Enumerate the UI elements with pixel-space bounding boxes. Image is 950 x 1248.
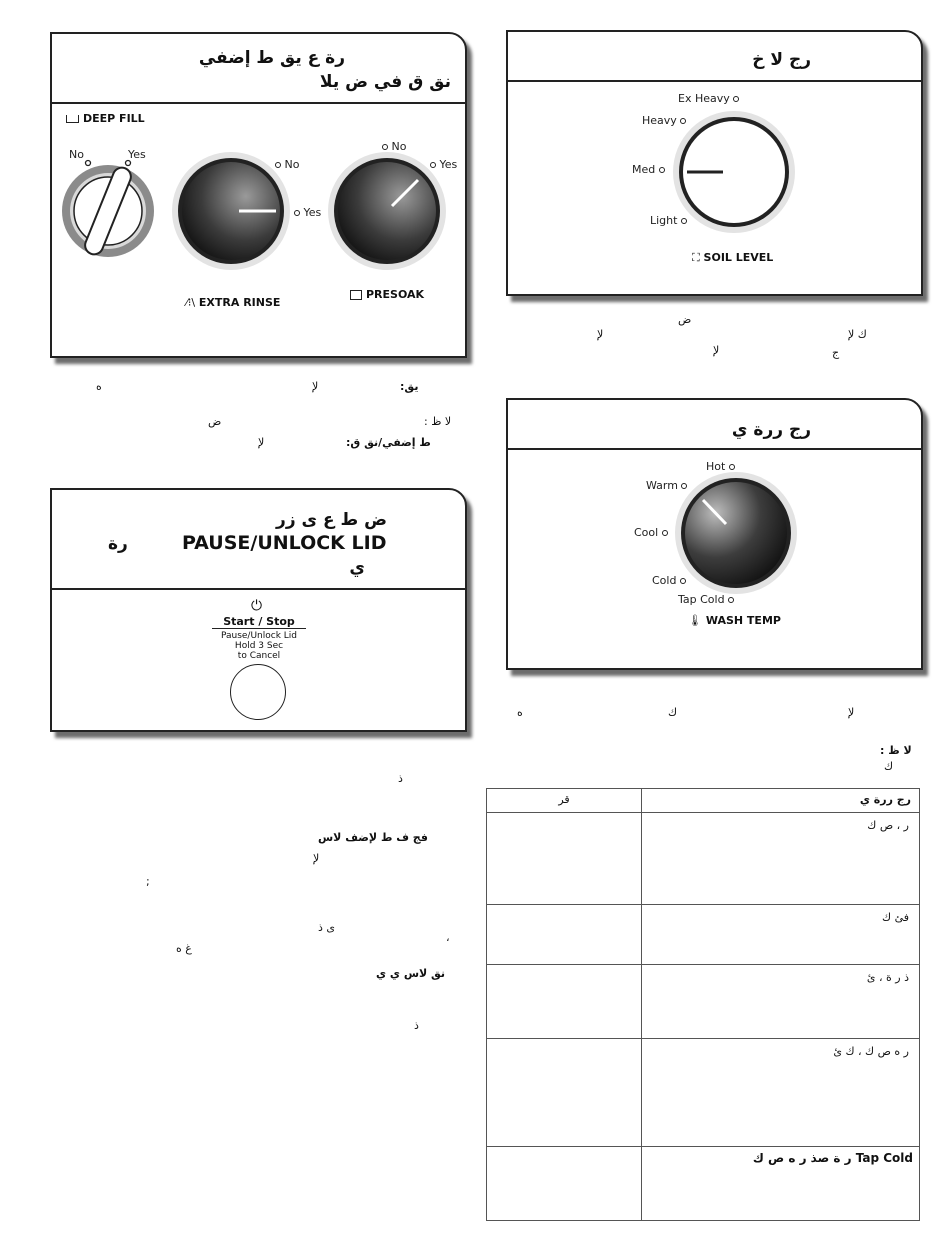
- left-note-label-b: ض: [208, 415, 222, 428]
- bl-c: ;: [146, 875, 150, 888]
- shirt-icon: ⛶: [692, 251, 700, 264]
- table-cell: ر ، ص ك: [642, 813, 920, 905]
- bl-heading1: فج ف ط لإضف لاس: [318, 831, 428, 844]
- table-cell: ذ ر ة ، ئ: [642, 965, 920, 1039]
- table-row: [487, 1147, 920, 1221]
- bl-f: غ ه: [176, 942, 192, 955]
- options-title-line1: رة ع يق ط إضفي: [198, 48, 345, 68]
- tub-icon: [66, 115, 79, 123]
- table-cell: Tap Cold ر ة صذ ر ه ص ك: [642, 1147, 920, 1221]
- deep-fill-yes: Yes: [128, 148, 146, 161]
- wash-temp-panel: [506, 398, 923, 670]
- presoak-yes: Yes: [430, 158, 457, 171]
- soil-level-label: ⛶ SOIL LEVEL: [692, 251, 774, 264]
- pause-title-prefix: رة: [108, 534, 128, 554]
- soil-note-3: لإ: [597, 328, 604, 341]
- options-panel-header: [52, 34, 465, 104]
- bl-d: ى ذ: [318, 921, 336, 934]
- table-cell: فئ ك: [642, 905, 920, 965]
- left-note-line3: ط إضفي/نق ق:: [346, 436, 431, 449]
- pause-title-line2: PAUSE/UNLOCK LID: [182, 532, 387, 554]
- bl-g: ذ: [414, 1019, 419, 1032]
- deep-fill-knob[interactable]: [62, 159, 162, 259]
- table-row: [487, 905, 920, 965]
- soil-note-4: لإ: [713, 344, 720, 357]
- presoak-no: No: [382, 140, 406, 153]
- soil-option-heavy: Heavy: [642, 114, 686, 127]
- table-cell: ر ه ص ك ، ك ئ: [642, 1039, 920, 1147]
- extra-rinse-knob[interactable]: [172, 152, 292, 272]
- wash-temp-header: [508, 400, 921, 450]
- options-title-line2: نق ق في ض يلا: [319, 72, 451, 92]
- wash-temp-label: 🌡 WASH TEMP: [688, 614, 781, 627]
- left-note-heading: يق:: [400, 380, 419, 393]
- soil-level-panel: [506, 30, 923, 296]
- power-icon: ⏻: [251, 598, 263, 614]
- table-cell: [487, 905, 642, 965]
- wash-temp-table: [486, 788, 920, 1221]
- deep-fill-no: No: [69, 148, 84, 161]
- table-header-cell: رج ررة ي: [642, 789, 920, 813]
- soil-panel-header: [508, 32, 921, 82]
- start-stop-button[interactable]: [230, 664, 286, 720]
- left-note-b: لإ: [312, 380, 319, 393]
- soil-option-med: Med: [632, 163, 665, 176]
- start-stop-sub3: to Cancel: [237, 651, 281, 661]
- left-note-label: لا ظ :: [424, 415, 452, 428]
- presoak-knob[interactable]: [328, 152, 448, 272]
- start-stop-sub2: Hold 3 Sec: [234, 641, 284, 651]
- presoak-label: PRESOAK: [350, 288, 424, 301]
- deep-fill-label: DEEP FILL: [66, 112, 145, 125]
- table-row: [487, 1039, 920, 1147]
- table-cell: [487, 965, 642, 1039]
- table-cell: [487, 813, 642, 905]
- start-stop-label: Start / Stop: [212, 615, 306, 629]
- pause-title-line3: ي: [349, 558, 365, 578]
- temp-option-cool: Cool: [634, 526, 668, 539]
- pause-panel: [50, 488, 467, 732]
- table-row: [487, 965, 920, 1039]
- soil-option-ex-heavy: Ex Heavy: [678, 92, 739, 105]
- temp-note-label-b: ك: [884, 760, 894, 773]
- table-header-cell: قر: [487, 789, 642, 813]
- temp-note-b: ك: [668, 706, 678, 719]
- extra-rinse-yes: Yes: [294, 206, 321, 219]
- bl-a: ذ: [398, 772, 403, 785]
- rinse-icon: ⁄⁝\: [186, 296, 196, 309]
- pause-title-line1: ض ط ع ى زر: [276, 510, 387, 530]
- soil-panel-title: رج لا خ: [752, 50, 811, 70]
- left-note-line3-b: لإ: [258, 436, 265, 449]
- table-header-row: [487, 789, 920, 813]
- bl-heading2: نق لاس ي ي: [376, 967, 446, 980]
- soil-option-light: Light: [650, 214, 687, 227]
- table-cell: [487, 1147, 642, 1221]
- pause-panel-header: [52, 490, 465, 590]
- temp-option-tap-cold: Tap Cold: [678, 593, 734, 606]
- extra-rinse-no: No: [275, 158, 299, 171]
- temp-option-warm: Warm: [646, 479, 687, 492]
- soil-note-5: ج: [832, 346, 840, 359]
- bl-b: لإ: [313, 852, 320, 865]
- temp-note-label: لا ظ :: [880, 744, 912, 757]
- wash-temp-title: رج ررة ي: [731, 420, 811, 440]
- table-row: [487, 813, 920, 905]
- soil-note-2: ك لإ: [848, 328, 867, 341]
- temp-note-c: لإ: [848, 706, 855, 719]
- wash-temp-knob[interactable]: [675, 472, 799, 596]
- start-stop-sub1: Pause/Unlock Lid: [220, 631, 298, 641]
- temp-note-a: ه: [517, 706, 523, 719]
- temp-option-hot: Hot: [706, 460, 735, 473]
- extra-rinse-label: ⁄⁝\ EXTRA RINSE: [186, 296, 281, 309]
- presoak-icon: [350, 290, 362, 300]
- left-note-c: ه: [96, 380, 102, 393]
- table-cell: [487, 1039, 642, 1147]
- soil-level-knob[interactable]: [673, 111, 797, 235]
- thermometer-icon: 🌡: [688, 614, 702, 627]
- temp-option-cold: Cold: [652, 574, 686, 587]
- bl-e: ،: [446, 931, 450, 944]
- options-panel: [50, 32, 467, 358]
- soil-note-1: ض: [678, 313, 692, 326]
